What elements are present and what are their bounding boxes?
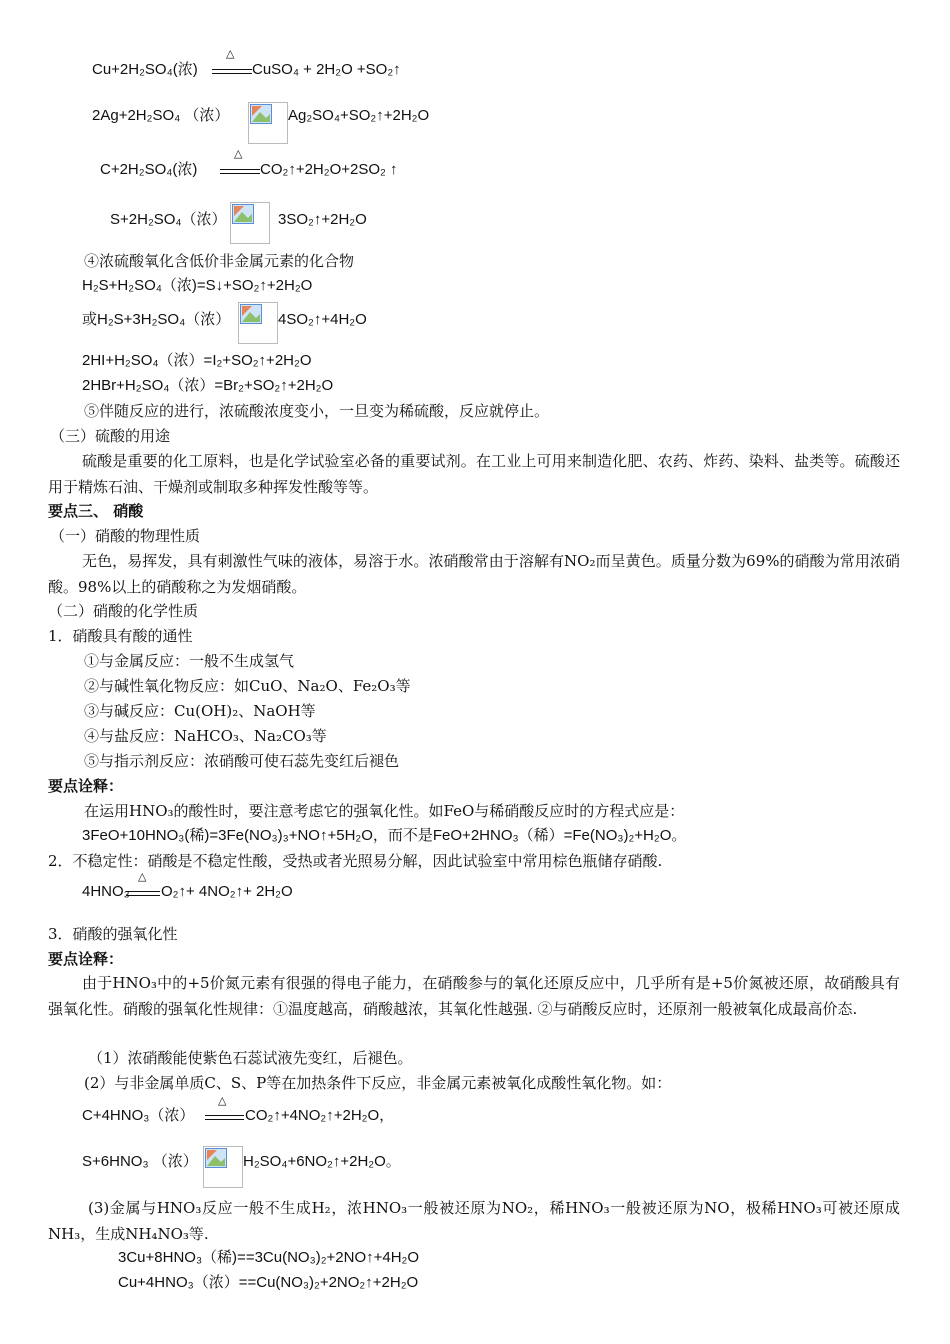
equation-hno3-decomp-left: 4HNO₃ bbox=[82, 883, 130, 900]
heat-symbol: △ bbox=[234, 147, 243, 160]
list-item: （1）浓硝酸能使紫色石蕊试液先变红，后褪色。 bbox=[88, 1049, 413, 1067]
equation-cu-h2so4-left: Cu+2H₂SO₄(浓) bbox=[92, 61, 198, 78]
reaction-equals bbox=[205, 1115, 244, 1120]
equation-s-h2so4-left: S+2H₂SO₄（浓） bbox=[110, 211, 227, 228]
list-item: ④浓硫酸氧化含低价非金属元素的化合物 bbox=[84, 252, 355, 270]
equation-cu-conc: Cu+4HNO₃（浓）==Cu(NO₃)₂+2NO₂↑+2H₂O bbox=[118, 1274, 419, 1291]
equation-h2s-alt-right: 4SO₂↑+4H₂O bbox=[278, 311, 367, 328]
list-item: ③与碱反应：Cu(OH)₂、NaOH等 bbox=[84, 702, 316, 720]
paragraph-sulfuric-uses: 硫酸是重要的化工原料，也是化学试验室必备的重要试剂。在工业上可用来制造化肥、农药、炸药、染料、盐类等。硫酸还用于精炼石油、干燥剂或制取多种挥发性酸等等。 bbox=[48, 452, 900, 496]
broken-image-icon bbox=[230, 202, 270, 244]
subsection-heading: 3．硝酸的强氧化性 bbox=[48, 925, 178, 943]
heat-symbol: △ bbox=[226, 47, 235, 60]
heat-symbol: △ bbox=[138, 870, 147, 883]
equation-ag-h2so4-right: Ag₂SO₄+SO₂↑+2H₂O bbox=[288, 107, 430, 124]
note-heading: 要点诠释： bbox=[48, 950, 124, 968]
equation-c-hno3-right: CO₂↑+4NO₂↑+2H₂O， bbox=[245, 1107, 395, 1124]
equation-cu-h2so4-right: CuSO₄ + 2H₂O +SO₂↑ bbox=[252, 61, 401, 78]
equation-hi: 2HI+H₂SO₄（浓）=I₂+SO₂↑+2H₂O bbox=[82, 352, 312, 369]
paragraph-strong-oxidizer: 由于HNO₃中的+5价氮元素有很强的得电子能力，在硝酸参与的氧化还原反应中，几乎所有是+5价氮被还原，故硝酸具有强氧化性。硝酸的强氧化性规律：①温度越高，硝酸越浓，其氧化性越强. ②与硝酸反应时，还原剂一般被氧化成最高价态. bbox=[48, 974, 900, 1018]
list-item: (2）与非金属单质C、S、P等在加热条件下反应，非金属元素被氧化成酸性氧化物。如： bbox=[84, 1074, 672, 1092]
note-text: 在运用HNO₃的酸性时，要注意考虑它的强氧化性。如FeO与稀硝酸反应时的方程式应是： bbox=[84, 802, 685, 820]
equation-s-hno3-left: S+6HNO₃ （浓） bbox=[82, 1153, 198, 1170]
list-item: ②与碱性氧化物反应：如CuO、Na₂O、Fe₂O₃等 bbox=[84, 677, 411, 695]
list-item: ⑤伴随反应的进行，浓硫酸浓度变小，一旦变为稀硫酸，反应就停止。 bbox=[84, 402, 550, 420]
list-item: ⑤与指示剂反应：浓硝酸可使石蕊先变红后褪色 bbox=[84, 752, 400, 770]
note-heading: 要点诠释： bbox=[48, 777, 124, 795]
equation-c-hno3-left: C+4HNO₃（浓） bbox=[82, 1107, 195, 1124]
reaction-equals bbox=[126, 891, 160, 896]
paragraph-nitric-physical: 无色，易挥发，具有刺激性气味的液体，易溶于水。浓硝酸常由于溶解有NO₂而呈黄色。质量分数为69%的硝酸为常用浓硝酸。98%以上的硝酸称之为发烟硝酸。 bbox=[48, 552, 900, 596]
equation-hno3-decomp-right: O₂↑+ 4NO₂↑+ 2H₂O bbox=[161, 883, 293, 900]
broken-image-icon bbox=[248, 102, 288, 144]
equation-c-h2so4-left: C+2H₂SO₄(浓) bbox=[100, 161, 198, 178]
equation-c-h2so4-right: CO₂↑+2H₂O+2SO₂ ↑ bbox=[260, 161, 398, 178]
paragraph-metal-hno3: (3)金属与HNO₃反应一般不生成H₂，浓HNO₃一般被还原为NO₂，稀HNO₃一般被还原为NO，极稀HNO₃可被还原成NH₃，生成NH₄NO₃等. bbox=[48, 1199, 900, 1243]
equation-cu-dilute: 3Cu+8HNO₃（稀)==3Cu(NO₃)₂+2NO↑+4H₂O bbox=[118, 1249, 420, 1266]
broken-image-icon bbox=[238, 302, 278, 344]
list-item: ①与金属反应：一般不生成氢气 bbox=[84, 652, 295, 670]
section-heading: （二）硝酸的化学性质 bbox=[48, 602, 199, 620]
equation-h2s: H₂S+H₂SO₄（浓)=S↓+SO₂↑+2H₂O bbox=[82, 277, 313, 294]
equation-ag-h2so4-left: 2Ag+2H₂SO₄ （浓） bbox=[92, 107, 230, 124]
key-point-heading: 要点三、 硝酸 bbox=[48, 502, 144, 520]
section-heading: （一）硝酸的物理性质 bbox=[50, 527, 201, 545]
reaction-equals bbox=[212, 69, 252, 74]
equation-feo: 3FeO+10HNO₃(稀)=3Fe(NO₃)₃+NO↑+5H₂O，而不是FeO+2HNO₃（稀）=Fe(NO₃)₂+H₂O。 bbox=[82, 827, 687, 844]
reaction-equals bbox=[220, 169, 260, 174]
section-heading: （三）硫酸的用途 bbox=[50, 427, 171, 445]
equation-h2s-alt-left: 或H₂S+3H₂SO₄（浓） bbox=[82, 311, 231, 328]
equation-hbr: 2HBr+H₂SO₄（浓）=Br₂+SO₂↑+2H₂O bbox=[82, 377, 334, 394]
equation-s-hno3-right: H₂SO₄+6NO₂↑+2H₂O。 bbox=[243, 1153, 401, 1170]
broken-image-icon bbox=[203, 1146, 243, 1188]
subsection-heading: 2．不稳定性：硝酸是不稳定性酸，受热或者光照易分解，因此试验室中常用棕色瓶储存硝酸. bbox=[48, 852, 663, 870]
subsection-heading: 1．硝酸具有酸的通性 bbox=[48, 627, 193, 645]
heat-symbol: △ bbox=[218, 1094, 227, 1107]
list-item: ④与盐反应：NaHCO₃、Na₂CO₃等 bbox=[84, 727, 327, 745]
equation-s-h2so4-right: 3SO₂↑+2H₂O bbox=[278, 211, 367, 228]
